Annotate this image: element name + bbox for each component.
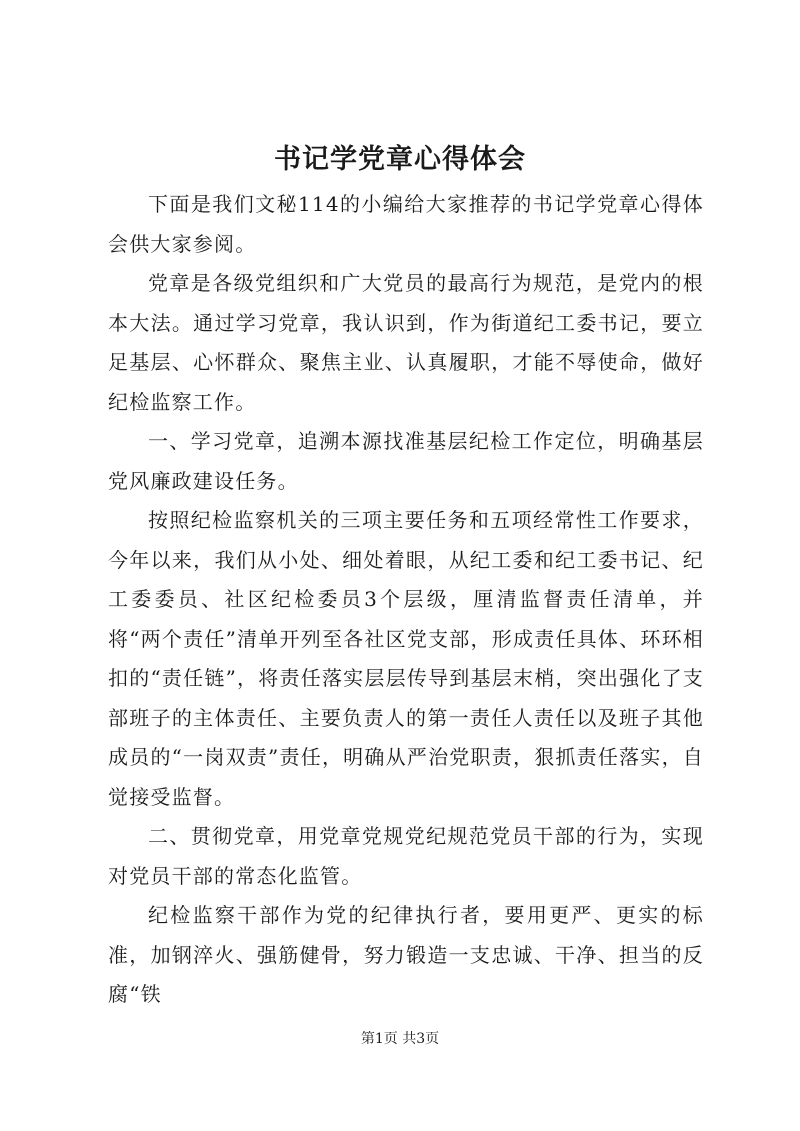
paragraph-party-constitution: 党章是各级党组织和广大党员的最高行为规范，是党内的根本大法。通过学习党章，我认识到，作为街道纪工委书记，要立足基层、心怀群众、聚焦主业、认真履职，才能不辱使命，做好纪检监察工作。 bbox=[108, 271, 704, 414]
paragraph-section-two-body: 纪检监察干部作为党的纪律执行者，要用更严、更实的标准，加钢淬火、强筋健骨，努力锻造一支忠诚、干净、担当的反腐“铁 bbox=[108, 903, 704, 1006]
document-title: 书记学党章心得体会 bbox=[274, 144, 526, 175]
paragraph-section-one-heading: 一、学习党章，追溯本源找准基层纪检工作定位，明确基层党风廉政建设任务。 bbox=[108, 429, 704, 493]
paragraph-section-one-body: 按照纪检监察机关的三项主要任务和五项经常性工作要求，今年以来，我们从小处、细处着眼，从纪工委和纪工委书记、纪工委委员、社区纪检委员3个层级，厘清监督责任清单，并将“两个责任”清单开列至各社区党支部，形成责任具体、环环相扣的“责任链”，将责任落实层层传导到基层末梢，突出强化了支部班子的主体责任、主要负责人的第一责任人责任以及班子其他成员的“一岗双责”责任，明确从严治党职责，狠抓责任落实，自觉接受监督。 bbox=[108, 508, 704, 809]
document-body bbox=[108, 185, 704, 1015]
paragraph-section-two-heading: 二、贯彻党章，用党章党规党纪规范党员干部的行为，实现对党员干部的常态化监管。 bbox=[108, 824, 704, 888]
page-number-footer: 第1页 共3页 bbox=[360, 1031, 440, 1047]
paragraph-intro: 下面是我们文秘114的小编给大家推荐的书记学党章心得体会供大家参阅。 bbox=[108, 192, 704, 256]
